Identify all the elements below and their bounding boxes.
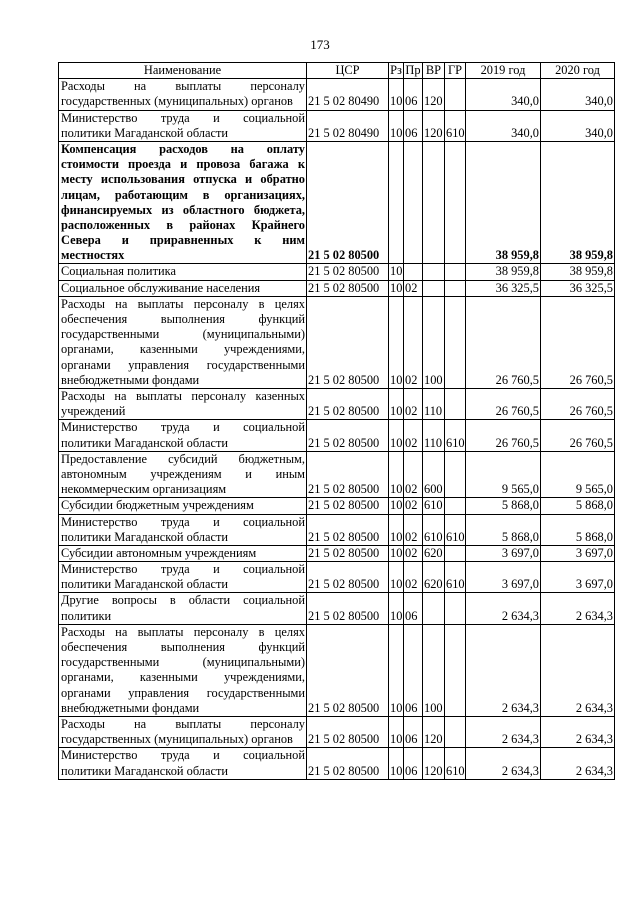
name-line: обеспечения выполнения функций	[61, 640, 305, 655]
cell-gr	[445, 264, 466, 280]
cell-rz: 10	[389, 388, 404, 419]
cell-csr: 21 5 02 80500	[307, 716, 389, 747]
cell-csr: 21 5 02 80500	[307, 280, 389, 296]
cell-csr: 21 5 02 80500	[307, 420, 389, 451]
name-line: государственных (муниципальных) органов	[61, 94, 293, 109]
cell-csr: 21 5 02 80500	[307, 141, 389, 264]
cell-name	[59, 141, 307, 264]
table-row	[59, 562, 615, 593]
cell-y2019: 26 760,5	[466, 388, 541, 419]
cell-y2020: 26 760,5	[541, 296, 615, 388]
cell-y2019: 5 868,0	[466, 514, 541, 545]
cell-name	[59, 110, 307, 141]
cell-y2020: 5 868,0	[541, 514, 615, 545]
cell-pr: 06	[404, 716, 423, 747]
table-row	[59, 79, 615, 110]
cell-gr: 610	[445, 748, 466, 779]
cell-gr	[445, 498, 466, 514]
name-line: Субсидии бюджетным учреждениям	[61, 498, 254, 513]
cell-csr: 21 5 02 80500	[307, 451, 389, 498]
cell-rz: 10	[390, 498, 403, 513]
name-line: Расходы на выплаты персоналу в целях	[61, 624, 305, 639]
cell-pr: 02	[404, 451, 423, 498]
header-vr: ВР	[423, 63, 445, 79]
name-line: учреждений	[61, 404, 126, 419]
cell-y2020: 2 634,3	[541, 624, 615, 716]
cell-rz: 10	[389, 716, 404, 747]
cell-name	[59, 79, 307, 110]
cell-csr: 21 5 02 80500	[307, 748, 389, 779]
cell-csr: 21 5 02 80500	[307, 562, 389, 593]
name-line: государственными (муниципальными)	[61, 327, 305, 342]
cell-y2020: 2 634,3	[541, 748, 615, 779]
cell-gr	[445, 141, 466, 264]
cell-rz: 10	[389, 562, 404, 593]
cell-rz: 10	[389, 420, 404, 451]
cell-vr: 110	[423, 388, 445, 419]
name-line: Компенсация расходов на оплату	[61, 141, 305, 156]
cell-name	[59, 280, 307, 296]
cell-y2020: 3 697,0	[541, 562, 615, 593]
name-line: обеспечения выполнения функций	[61, 312, 305, 327]
cell-name	[59, 593, 307, 624]
cell-gr	[445, 545, 466, 561]
name-line: финансируемых из областного бюджета,	[61, 202, 305, 217]
cell-csr: 21 5 02 80500	[307, 593, 389, 624]
cell-pr: 06	[404, 79, 423, 110]
name-line: политики Магаданской области	[61, 529, 229, 544]
cell-vr: 100	[423, 624, 445, 716]
cell-rz: 10	[389, 451, 404, 498]
table-row	[59, 420, 615, 451]
table-row	[59, 593, 615, 624]
cell-pr: 02	[404, 545, 423, 561]
cell-y2020: 26 760,5	[541, 388, 615, 419]
name-line: органами, казенными учреждениями,	[61, 342, 305, 357]
table-row	[59, 388, 615, 419]
cell-pr: 02	[404, 562, 423, 593]
table-row	[59, 264, 615, 280]
cell-rz: 10	[390, 280, 403, 295]
header-2019: 2019 год	[466, 63, 541, 79]
cell-name	[59, 388, 307, 419]
name-line: лицам, работающим в организациях,	[61, 187, 305, 202]
name-line: некоммерческим организациям	[61, 482, 227, 497]
name-line: государственными (муниципальными)	[61, 655, 305, 670]
cell-gr	[445, 296, 466, 388]
name-line: автономным учреждениям и иным	[61, 466, 305, 481]
cell-gr: 610	[445, 514, 466, 545]
cell-gr: 610	[445, 110, 466, 141]
table-row	[59, 748, 615, 779]
cell-pr: 06	[404, 748, 423, 779]
name-line: Министерство труда и социальной	[61, 562, 305, 577]
table-row	[59, 514, 615, 545]
cell-y2019: 9 565,0	[466, 451, 541, 498]
cell-name	[59, 716, 307, 747]
cell-name	[59, 296, 307, 388]
cell-vr: 600	[423, 451, 445, 498]
cell-csr: 21 5 02 80500	[307, 296, 389, 388]
name-line: Расходы на выплаты персоналу	[61, 716, 305, 731]
cell-vr	[423, 141, 445, 264]
cell-csr: 21 5 02 80490	[307, 79, 389, 110]
cell-y2020: 26 760,5	[541, 420, 615, 451]
cell-rz: 10	[389, 624, 404, 716]
cell-rz: 10	[389, 79, 404, 110]
cell-vr: 620	[423, 562, 445, 593]
cell-vr	[423, 280, 445, 296]
name-line: Расходы на выплаты персоналу	[61, 79, 305, 94]
table-row	[59, 451, 615, 498]
table-row	[59, 141, 615, 264]
cell-vr: 610	[423, 514, 445, 545]
table-row	[59, 296, 615, 388]
cell-rz: 10	[389, 296, 404, 388]
cell-vr	[423, 264, 445, 280]
cell-vr: 120	[423, 748, 445, 779]
name-line: Министерство труда и социальной	[61, 748, 305, 763]
cell-y2020: 340,0	[541, 79, 615, 110]
cell-rz: 10	[390, 264, 403, 279]
cell-name	[59, 264, 307, 280]
cell-y2019: 340,0	[466, 79, 541, 110]
cell-gr	[445, 79, 466, 110]
cell-gr	[445, 280, 466, 296]
name-line: Расходы на выплаты персоналу в целях	[61, 296, 305, 311]
name-line: Министерство труда и социальной	[61, 420, 305, 435]
name-line: Другие вопросы в области социальной	[61, 593, 305, 608]
cell-pr	[404, 141, 423, 264]
cell-pr: 02	[404, 296, 423, 388]
table-row	[59, 280, 615, 296]
cell-name	[59, 514, 307, 545]
cell-y2020: 5 868,0	[541, 498, 615, 514]
cell-pr: 02	[404, 388, 423, 419]
name-line: расположенных в районах Крайнего	[61, 217, 305, 232]
cell-pr	[404, 264, 423, 280]
cell-pr: 06	[404, 110, 423, 141]
cell-rz: 10	[389, 110, 404, 141]
cell-y2020: 36 325,5	[541, 280, 615, 296]
cell-csr: 21 5 02 80500	[307, 264, 389, 280]
cell-y2019: 26 760,5	[466, 420, 541, 451]
name-line: Министерство труда и социальной	[61, 110, 305, 125]
cell-y2019: 38 959,8	[466, 264, 541, 280]
cell-csr: 21 5 02 80490	[307, 110, 389, 141]
name-line: политики Магаданской области	[61, 435, 229, 450]
cell-vr: 110	[423, 420, 445, 451]
table-header-row	[59, 63, 615, 79]
cell-pr: 06	[404, 593, 423, 624]
header-name: Наименование	[59, 63, 307, 79]
cell-pr: 02	[404, 498, 423, 514]
cell-y2019: 36 325,5	[466, 280, 541, 296]
cell-name	[59, 545, 307, 561]
cell-y2020: 38 959,8	[541, 141, 615, 264]
cell-gr	[445, 451, 466, 498]
cell-name	[59, 624, 307, 716]
cell-rz	[389, 141, 404, 264]
name-line: политики Магаданской области	[61, 763, 229, 778]
cell-y2019: 38 959,8	[466, 141, 541, 264]
cell-gr	[445, 593, 466, 624]
cell-rz: 10	[389, 748, 404, 779]
cell-vr: 620	[424, 545, 443, 560]
header-rz: Рз	[390, 63, 402, 77]
cell-gr	[445, 388, 466, 419]
cell-y2019: 3 697,0	[466, 562, 541, 593]
cell-rz: 10	[390, 545, 403, 560]
cell-gr: 610	[445, 562, 466, 593]
table-row	[59, 624, 615, 716]
header-pr: Пр	[405, 63, 421, 77]
name-line: Социальная политика	[61, 264, 176, 279]
cell-gr	[445, 716, 466, 747]
name-line: Министерство труда и социальной	[61, 514, 305, 529]
name-line: органами управления государственными	[61, 357, 305, 372]
cell-name	[59, 748, 307, 779]
cell-csr: 21 5 02 80500	[307, 514, 389, 545]
name-line: стоимости проезда и провоза багажа к	[61, 157, 305, 172]
cell-gr	[445, 624, 466, 716]
name-line: политики Магаданской области	[61, 577, 229, 592]
cell-y2019: 3 697,0	[466, 545, 541, 561]
cell-y2020: 9 565,0	[541, 451, 615, 498]
name-line: Предоставление субсидий бюджетным,	[61, 451, 305, 466]
cell-pr: 02	[404, 420, 423, 451]
cell-name	[59, 420, 307, 451]
cell-pr: 02	[404, 514, 423, 545]
cell-pr: 06	[404, 624, 423, 716]
name-line: органами, казенными учреждениями,	[61, 670, 305, 685]
name-line: Расходы на выплаты персоналу казенных	[61, 388, 305, 403]
cell-y2019: 2 634,3	[466, 624, 541, 716]
name-line: местностях	[61, 248, 125, 263]
name-line: Социальное обслуживание населения	[61, 280, 261, 295]
cell-y2020: 340,0	[541, 110, 615, 141]
name-line: государственных (муниципальных) органов	[61, 732, 293, 747]
cell-y2019: 2 634,3	[466, 748, 541, 779]
cell-y2019: 26 760,5	[466, 296, 541, 388]
budget-table	[58, 62, 615, 780]
cell-name	[59, 498, 307, 514]
cell-csr: 21 5 02 80500	[307, 545, 389, 561]
cell-csr: 21 5 02 80500	[307, 498, 389, 514]
cell-y2020: 38 959,8	[541, 264, 615, 280]
table-row	[59, 716, 615, 747]
cell-y2020: 2 634,3	[541, 593, 615, 624]
name-line: месту использования отпуска и обратно	[61, 172, 305, 187]
table-row	[59, 110, 615, 141]
cell-vr: 610	[424, 498, 443, 513]
cell-vr	[423, 593, 445, 624]
cell-y2019: 2 634,3	[466, 593, 541, 624]
cell-vr: 100	[423, 296, 445, 388]
cell-y2019: 2 634,3	[466, 716, 541, 747]
cell-y2019: 340,0	[466, 110, 541, 141]
name-line: Севера и приравненных к ним	[61, 233, 305, 248]
cell-y2020: 3 697,0	[541, 545, 615, 561]
table-row	[59, 498, 615, 514]
cell-vr: 120	[423, 716, 445, 747]
name-line: внебюджетными фондами	[61, 372, 200, 387]
header-2020: 2020 год	[541, 63, 615, 79]
cell-csr: 21 5 02 80500	[307, 624, 389, 716]
name-line: Субсидии автономным учреждениям	[61, 545, 257, 560]
cell-name	[59, 451, 307, 498]
cell-name	[59, 562, 307, 593]
cell-vr: 120	[423, 79, 445, 110]
header-csr: ЦСР	[307, 63, 389, 79]
cell-pr: 02	[404, 280, 423, 296]
cell-y2020: 2 634,3	[541, 716, 615, 747]
cell-rz: 10	[389, 593, 404, 624]
cell-vr: 120	[423, 110, 445, 141]
header-gr: ГР	[445, 63, 466, 79]
name-line: политики Магаданской области	[61, 125, 229, 140]
cell-gr: 610	[445, 420, 466, 451]
table-body	[59, 79, 615, 780]
name-line: внебюджетными фондами	[61, 700, 200, 715]
cell-rz: 10	[389, 514, 404, 545]
page-number: 173	[310, 37, 330, 52]
name-line: органами управления государственными	[61, 685, 305, 700]
name-line: политики	[61, 608, 112, 623]
cell-y2019: 5 868,0	[466, 498, 541, 514]
table-row	[59, 545, 615, 561]
cell-csr: 21 5 02 80500	[307, 388, 389, 419]
